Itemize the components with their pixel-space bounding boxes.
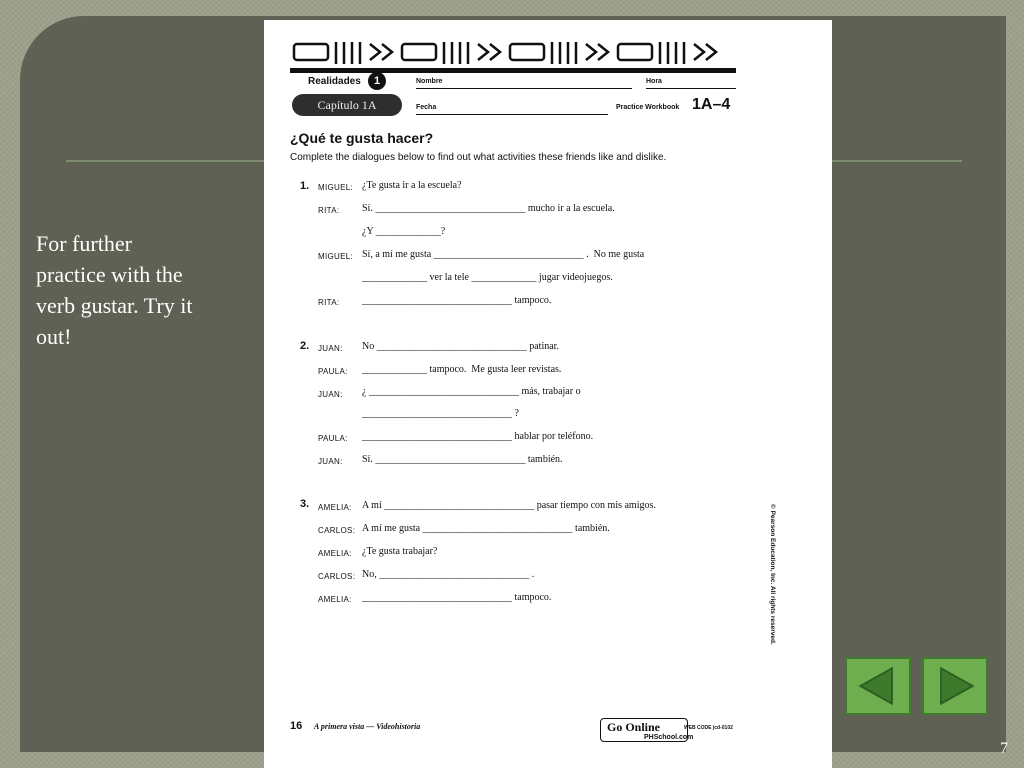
dialogue-line: ______________________________ ?	[362, 408, 519, 419]
dialogue-line: ______________________________ tampoco.	[362, 295, 552, 306]
title-rule-left	[66, 160, 266, 162]
go-online-label: Go Online	[607, 720, 661, 734]
speaker-label: AMELIA:	[318, 595, 352, 604]
dialogue-line: A mí ______________________________ pasar tiempo con mis amigos.	[362, 500, 656, 511]
decorative-banner	[290, 38, 736, 73]
speaker-label: RITA:	[318, 298, 340, 307]
dialogue-line: Sí. ______________________________ también.	[362, 454, 563, 465]
level-badge: 1	[368, 72, 386, 90]
fecha-line	[416, 114, 608, 115]
title-rule-right	[832, 160, 962, 162]
dialogue-line: Sí, a mí me gusta ______________________________ . No me gusta	[362, 249, 645, 260]
slide-number: 7	[1000, 740, 1008, 757]
dialogue-line: _____________ tampoco. Me gusta leer revistas.	[362, 364, 562, 375]
workbook-label: Practice Workbook	[616, 104, 680, 111]
nombre-label: Nombre	[416, 78, 443, 85]
dialogue-line: Sí. ______________________________ mucho ir a la escuela.	[362, 203, 615, 214]
copyright-notice: © Pearson Education, Inc. All rights reserved.	[769, 504, 776, 645]
triangle-right-icon	[924, 659, 986, 713]
footer-page-number: 16	[290, 720, 303, 732]
chapter-label: Capítulo 1A	[292, 94, 402, 116]
hora-line	[646, 88, 736, 89]
worksheet-instructions: Complete the dialogues below to find out what activities these friends like and dislike.	[290, 152, 667, 163]
dialogue-line: ______________________________ tampoco.	[362, 592, 552, 603]
dialogue-line: ______________________________ hablar por teléfono.	[362, 431, 594, 442]
speaker-label: MIGUEL:	[318, 183, 353, 192]
dialogue-line: ¿Te gusta ir a la escuela?	[362, 180, 462, 191]
slide-body-text: For further practice with the verb gustar. Try it out!	[36, 231, 193, 349]
speaker-label: JUAN:	[318, 344, 343, 353]
hora-label: Hora	[646, 78, 662, 85]
series-label: Realidades	[308, 76, 361, 87]
previous-slide-button[interactable]	[845, 657, 911, 715]
speaker-label: JUAN:	[318, 457, 343, 466]
speaker-label: CARLOS:	[318, 526, 356, 535]
speaker-label: RITA:	[318, 206, 340, 215]
dialogue-line: No ______________________________ patinar.	[362, 341, 559, 352]
footer-section: A primera vista — Videohistoria	[314, 722, 421, 731]
speaker-label: PAULA:	[318, 434, 348, 443]
exercise-number: 3.	[300, 498, 310, 510]
phschool-label: PHSchool.com	[644, 734, 694, 741]
next-slide-button[interactable]	[922, 657, 988, 715]
speaker-label: JUAN:	[318, 390, 343, 399]
speaker-label: AMELIA:	[318, 503, 352, 512]
workbook-number: 1A–4	[692, 96, 731, 113]
worksheet-image	[264, 20, 832, 768]
fecha-label: Fecha	[416, 104, 437, 111]
dialogue-line: ¿Y _____________?	[362, 226, 446, 237]
speaker-label: CARLOS:	[318, 572, 356, 581]
triangle-left-icon	[847, 659, 909, 713]
web-code: WEB CODE jcd-0102	[684, 725, 733, 731]
exercise-number: 1.	[300, 180, 310, 192]
dialogue-line: ¿Te gusta trabajar?	[362, 546, 438, 557]
speaker-label: PAULA:	[318, 367, 348, 376]
worksheet-title: ¿Qué te gusta hacer?	[290, 130, 434, 146]
dialogue-line: A mí me gusta ______________________________ también.	[362, 523, 610, 534]
speaker-label: MIGUEL:	[318, 252, 353, 261]
nombre-line	[416, 88, 632, 89]
speaker-label: AMELIA:	[318, 549, 352, 558]
dialogue-line: ¿ ______________________________ más, trabajar o	[362, 386, 581, 397]
dialogue-line: No, ______________________________ .	[362, 569, 535, 580]
exercise-number: 2.	[300, 340, 310, 352]
dialogue-line: _____________ ver la tele _____________ jugar videojuegos.	[362, 272, 613, 283]
